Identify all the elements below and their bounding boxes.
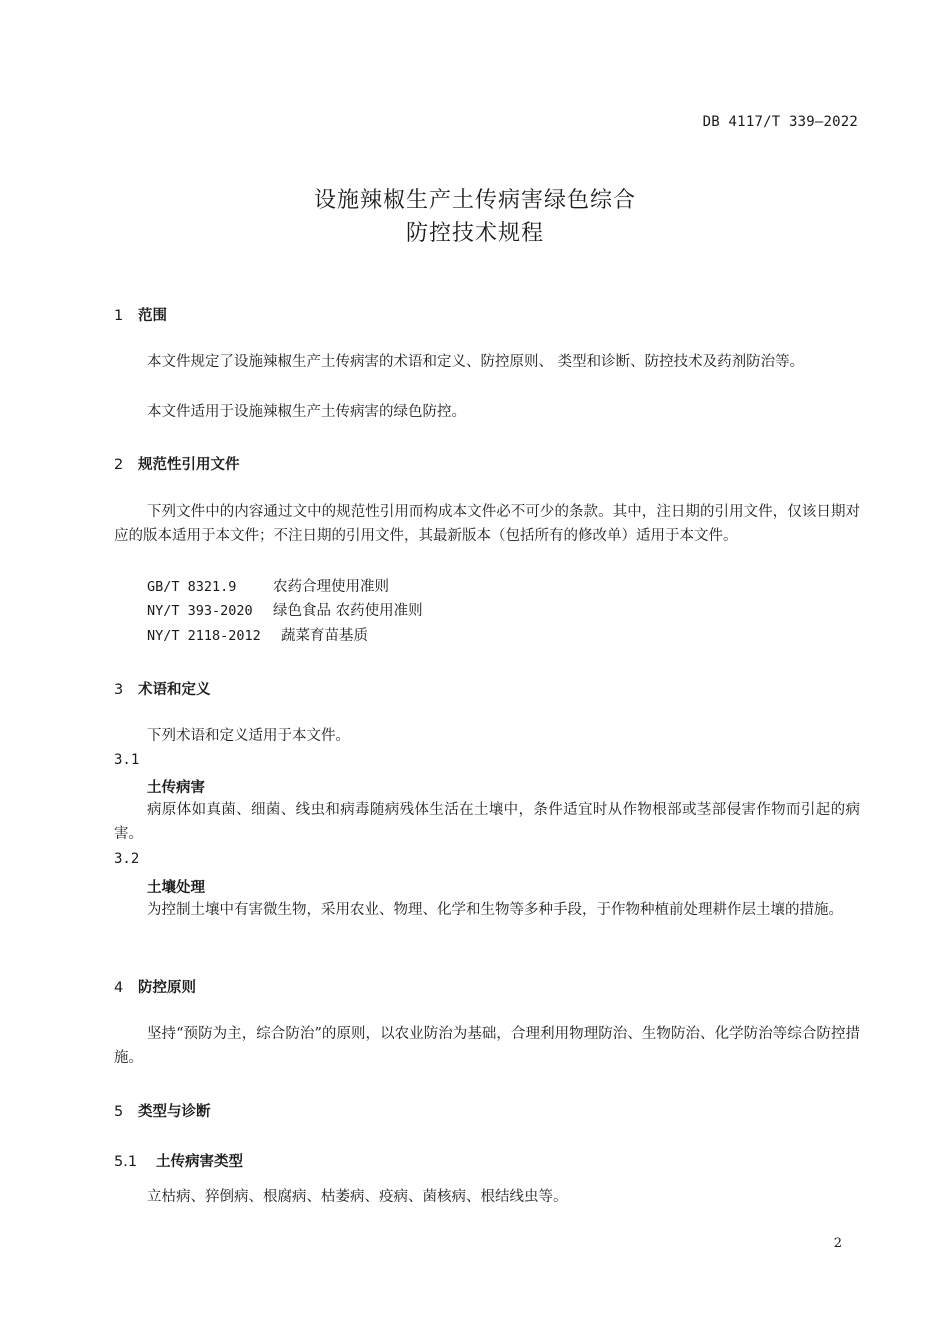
section-2-paragraph-1: 下列文件中的内容通过文中的规范性引用而构成本文件必不可少的条款。其中，注日期的引用文件，仅该日期对应的版本适用于本文件；不注日期的引用文件，其最新版本（包括所有的修改单）适用于本文件。 (114, 504, 860, 544)
section-5-heading (114, 1100, 211, 1121)
subsection-5-1-heading (114, 1150, 243, 1171)
section-number: 5 (114, 1104, 124, 1120)
term-definition: 为控制土壤中有害微生物，采用农业、物理、化学和生物等多种手段，于作物种植前处理耕作层土壤的措施。 (147, 902, 843, 918)
section-4-paragraph-1: 坚持“预防为主，综合防治”的原则，以农业防治为基础，合理利用物理防治、生物防治、化学防治等综合防控措施。 (114, 1026, 860, 1066)
section-3-heading (114, 678, 211, 699)
document-title-line-1: 设施辣椒生产土传病害绿色综合 (313, 188, 636, 213)
section-number: 4 (114, 980, 124, 996)
reference-item (147, 624, 368, 648)
term-number: 3.2 (114, 851, 140, 867)
term-name: 土壤处理 (147, 880, 205, 896)
section-title: 类型与诊断 (138, 1104, 211, 1120)
section-1-heading (114, 304, 167, 325)
section-number: 1 (114, 308, 124, 324)
section-4-heading (114, 976, 196, 997)
reference-code: NY/T 393-2020 (147, 603, 253, 619)
section-title: 术语和定义 (138, 682, 211, 698)
reference-code: NY/T 2118-2012 (147, 628, 261, 644)
section-title: 防控原则 (138, 980, 196, 996)
reference-name: 农药合理使用准则 (273, 579, 389, 595)
term-definition: 病原体如真菌、细菌、线虫和病毒随病残体生活在土壤中，条件适宜时从作物根部或茎部侵害作物而引起的病害。 (114, 802, 860, 842)
section-1-paragraph-2: 本文件适用于设施辣椒生产土传病害的绿色防控。 (147, 404, 466, 420)
page-number: 2 (833, 1236, 842, 1251)
subsection-title: 土传病害类型 (156, 1154, 243, 1170)
document-title-line-2: 防控技术规程 (405, 221, 544, 246)
reference-code: GB/T 8321.9 (147, 579, 237, 595)
section-2-heading (114, 453, 240, 474)
section-title: 范围 (138, 308, 167, 324)
subsection-5-1-paragraph-1: 立枯病、猝倒病、根腐病、枯萎病、疫病、菌核病、根结线虫等。 (147, 1189, 568, 1205)
reference-item (147, 599, 423, 623)
section-3-paragraph-1: 下列术语和定义适用于本文件。 (147, 728, 350, 744)
section-1-paragraph-1: 本文件规定了设施辣椒生产土传病害的术语和定义、防控原则、 类型和诊断、防控技术及药剂防治等。 (147, 354, 805, 370)
subsection-number: 5.1 (114, 1154, 138, 1170)
document-code: DB 4117/T 339—2022 (702, 114, 858, 130)
reference-name: 绿色食品 农药使用准则 (273, 603, 423, 619)
section-number: 2 (114, 457, 124, 473)
reference-name: 蔬菜育苗基质 (281, 628, 368, 644)
term-name: 土传病害 (147, 780, 205, 796)
reference-item (147, 575, 389, 599)
section-number: 3 (114, 682, 124, 698)
section-title: 规范性引用文件 (138, 457, 240, 473)
term-number: 3.1 (114, 752, 140, 768)
